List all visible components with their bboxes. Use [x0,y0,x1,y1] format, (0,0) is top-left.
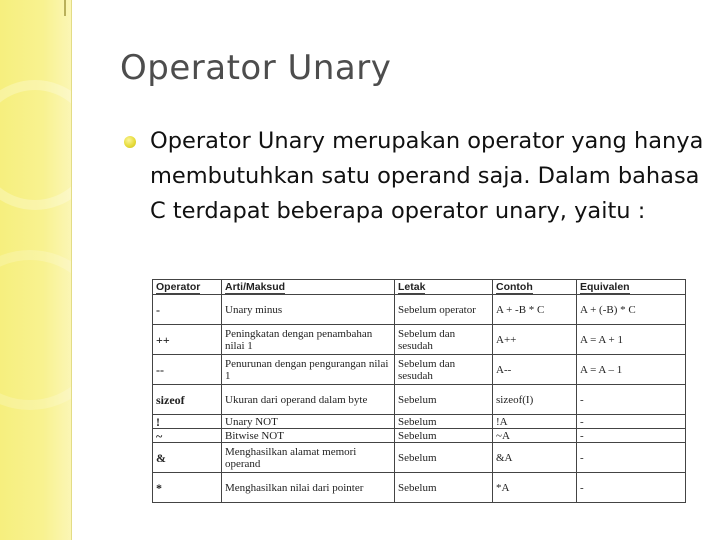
table-row [153,429,686,443]
decorative-ring [0,250,72,410]
table-cell: ++ [153,325,222,355]
table-row [153,473,686,503]
table-cell: *A [493,473,577,503]
table-cell: Unary NOT [222,415,395,429]
table-cell: A + (-B) * C [577,295,686,325]
table-cell: A-- [493,355,577,385]
table-header-row [153,280,686,295]
table-cell: A = A – 1 [577,355,686,385]
table-cell: sizeof(I) [493,385,577,415]
table-cell: A++ [493,325,577,355]
table-cell: Menghasilkan nilai dari pointer [222,473,395,503]
table-cell: Sebelum [395,473,493,503]
table-cell: !A [493,415,577,429]
table-cell: & [153,443,222,473]
table-cell: Ukuran dari operand dalam byte [222,385,395,415]
decorative-ring [0,80,72,210]
table-cell: Menghasilkan alamat memori operand [222,443,395,473]
table-cell: ~A [493,429,577,443]
decorative-mark [64,0,72,16]
table-cell: A + -B * C [493,295,577,325]
column-header: Equivalen [577,280,686,295]
table-cell: * [153,473,222,503]
table-cell: Sebelum [395,429,493,443]
slide-title: Operator Unary [120,48,392,88]
table-cell: A = A + 1 [577,325,686,355]
table-cell: - [577,429,686,443]
table-row [153,295,686,325]
table-cell: Sebelum [395,385,493,415]
table-cell: Bitwise NOT [222,429,395,443]
table-cell: Sebelum dan sesudah [395,355,493,385]
table-cell: sizeof [153,385,222,415]
decorative-side-band [0,0,72,540]
table-row [153,443,686,473]
table-cell: Sebelum [395,443,493,473]
column-header: Arti/Maksud [222,280,395,295]
table-cell: ~ [153,429,222,443]
column-header: Letak [395,280,493,295]
bullet-text: Operator Unary merupakan operator yang hanya membutuhkan satu operand saja. Dalam bahasa C terdapat beberapa operator unary, yaitu : [150,128,704,224]
table-row [153,385,686,415]
table-cell: - [153,295,222,325]
table-row [153,355,686,385]
table-cell: Penurunan dengan pengurangan nilai 1 [222,355,395,385]
table-cell: Sebelum [395,415,493,429]
column-header: Contoh [493,280,577,295]
table-cell: &A [493,443,577,473]
bullet-item [124,124,704,229]
table-row [153,415,686,429]
table-cell: Sebelum operator [395,295,493,325]
table-cell: - [577,473,686,503]
table-cell: - [577,385,686,415]
table-cell: ! [153,415,222,429]
table-row [153,325,686,355]
table-cell: - [577,415,686,429]
table-cell: -- [153,355,222,385]
bullet-dot-icon [124,136,136,148]
column-header: Operator [153,280,222,295]
table-cell: - [577,443,686,473]
table-cell: Peningkatan dengan penambahan nilai 1 [222,325,395,355]
table-cell: Sebelum dan sesudah [395,325,493,355]
operator-table [152,279,686,503]
table-cell: Unary minus [222,295,395,325]
